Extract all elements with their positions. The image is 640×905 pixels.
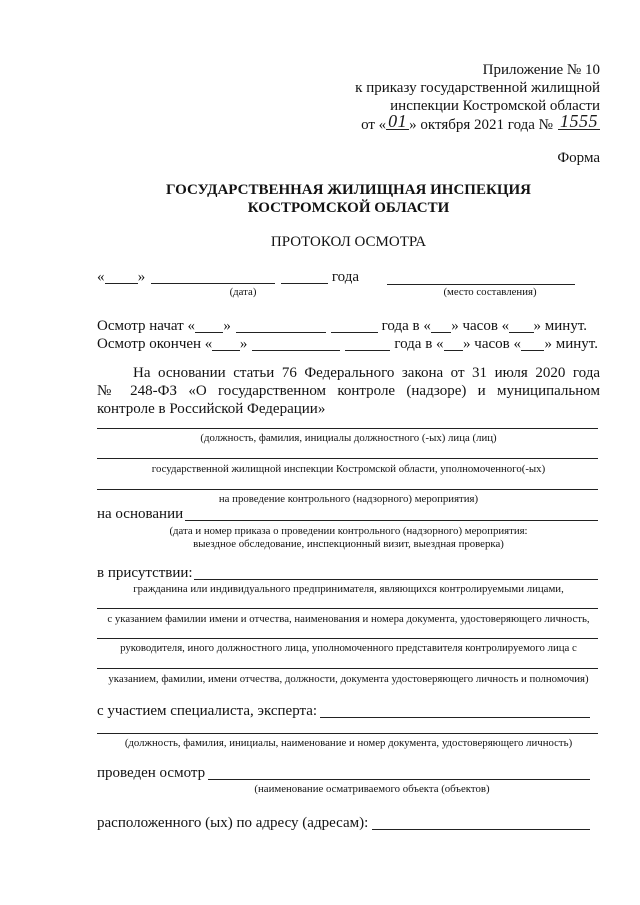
presence-label: в присутствии: <box>97 565 193 581</box>
start-label: Осмотр начат « <box>97 318 195 334</box>
year-blank <box>281 268 328 284</box>
basis-line-1: На основании статьи 76 Федерального закона от 31 июля 2020 года <box>133 365 600 381</box>
order-date-prefix: от « <box>361 117 387 133</box>
place-blank <box>387 284 575 285</box>
handwritten-order-number: 1555 <box>560 111 598 131</box>
order-basis-label: на основании <box>97 506 184 522</box>
start-year-at: года в « <box>381 318 431 334</box>
inspected-object-label: проведен осмотр <box>97 765 206 781</box>
date-close-quote: » <box>137 269 146 285</box>
order-reference-line: к приказу государственной жилищной <box>355 80 600 96</box>
year-word: года <box>331 269 359 285</box>
presence-row <box>97 564 598 582</box>
presence-blank-1 <box>194 564 598 580</box>
official-blank-3 <box>97 489 598 490</box>
basis-line-3: контроле в Российской Федерации» <box>97 401 326 417</box>
title-line-2: КОСТРОМСКОЙ ОБЛАСТИ <box>247 200 450 216</box>
inspection-end-row <box>97 335 598 353</box>
specialist-row <box>97 702 590 720</box>
end-hours-word: » часов « <box>463 336 521 352</box>
specialist-caption: (должность, фамилия, инициалы, наименование и номер документа, удостоверяющего личность) <box>124 737 573 749</box>
official-position-caption: (должность, фамилия, инициалы должностного (-ых) лица (лиц) <box>200 432 497 444</box>
start-day-blank <box>195 317 223 333</box>
start-month-blank <box>236 317 326 333</box>
end-year-blank <box>345 335 391 351</box>
presence-caption-3: руководителя, иного должностного лица, уполномоченного представителя контролируемого лица с <box>120 642 577 654</box>
start-minutes-word: » минут. <box>533 318 588 334</box>
order-basis-caption-1: (дата и номер приказа о проведении контрольного (надзорного) мероприятия: <box>169 525 528 537</box>
handwritten-day: 01 <box>388 111 408 131</box>
appendix-header <box>355 61 600 133</box>
specialist-blank-2 <box>97 733 598 734</box>
appendix-number: Приложение № 10 <box>482 62 600 78</box>
date-row <box>97 268 359 286</box>
inspection-start-row <box>97 317 587 335</box>
month-blank <box>151 268 274 284</box>
place-caption: (место составления) <box>443 286 537 298</box>
end-month-blank <box>252 335 340 351</box>
presence-blank-4 <box>97 668 598 669</box>
start-close-quote: » <box>223 318 231 334</box>
end-minutes-word: » минут. <box>544 336 598 352</box>
specialist-label: с участием специалиста, эксперта: <box>97 703 318 719</box>
order-date-line <box>355 111 600 133</box>
specialist-blank-1 <box>320 702 590 718</box>
order-basis-row <box>97 505 598 523</box>
official-blank-2 <box>97 458 598 459</box>
start-hours-word: » часов « <box>451 318 510 334</box>
end-year-at: года в « <box>394 336 444 352</box>
end-label: Осмотр окончен « <box>97 336 213 352</box>
presence-caption-2: с указанием фамилии имени и отчества, наименования и номера документа, удостоверяющего личность, <box>107 613 590 625</box>
presence-blank-3 <box>97 638 598 639</box>
start-hours-blank <box>431 317 451 333</box>
end-close-quote: » <box>239 336 248 352</box>
inspected-object-caption: (наименование осматриваемого объекта (объектов) <box>254 783 490 795</box>
address-label: расположенного (ых) по адресу (адресам): <box>97 815 369 831</box>
title-line-1: ГОСУДАРСТВЕННАЯ ЖИЛИЩНАЯ ИНСПЕКЦИЯ <box>165 182 532 198</box>
inspected-object-blank <box>208 764 590 780</box>
end-minutes-blank <box>521 335 545 351</box>
order-basis-caption-2: выездное обследование, инспекционный визит, выездная проверка) <box>193 538 504 550</box>
date-open-quote: « <box>97 269 105 285</box>
official-inspection-caption: государственной жилищной инспекции Костромской области, уполномоченного(-ых) <box>151 463 546 475</box>
form-label: Форма <box>557 150 600 166</box>
presence-blank-2 <box>97 608 598 609</box>
inspection-name-line: инспекции Костромской области <box>390 98 600 114</box>
order-date-suffix: » октября 2021 года № <box>409 117 553 133</box>
address-row <box>97 814 590 832</box>
order-basis-blank <box>185 505 598 521</box>
official-event-caption: на проведение контрольного (надзорного) мероприятия) <box>218 493 479 505</box>
start-minutes-blank <box>509 317 533 333</box>
presence-caption-1: гражданина или индивидуального предпринимателя, являющихся контролируемыми лицами, <box>133 583 564 595</box>
start-year-blank <box>331 317 377 333</box>
address-blank <box>372 814 590 830</box>
presence-caption-4: указанием, фамилии, имени отчества, должности, документа удостоверяющего личность и полномочия) <box>108 673 589 685</box>
end-hours-blank <box>444 335 464 351</box>
inspected-object-row <box>97 764 590 782</box>
end-day-blank <box>212 335 240 351</box>
basis-paragraph <box>97 364 600 418</box>
basis-line-2: № 248-ФЗ «О государственном контроле (надзоре) и муниципальном <box>97 383 600 399</box>
date-caption: (дата) <box>229 286 257 298</box>
day-blank <box>105 268 138 284</box>
official-blank-1 <box>97 428 598 429</box>
protocol-title: ПРОТОКОЛ ОСМОТРА <box>270 234 427 250</box>
